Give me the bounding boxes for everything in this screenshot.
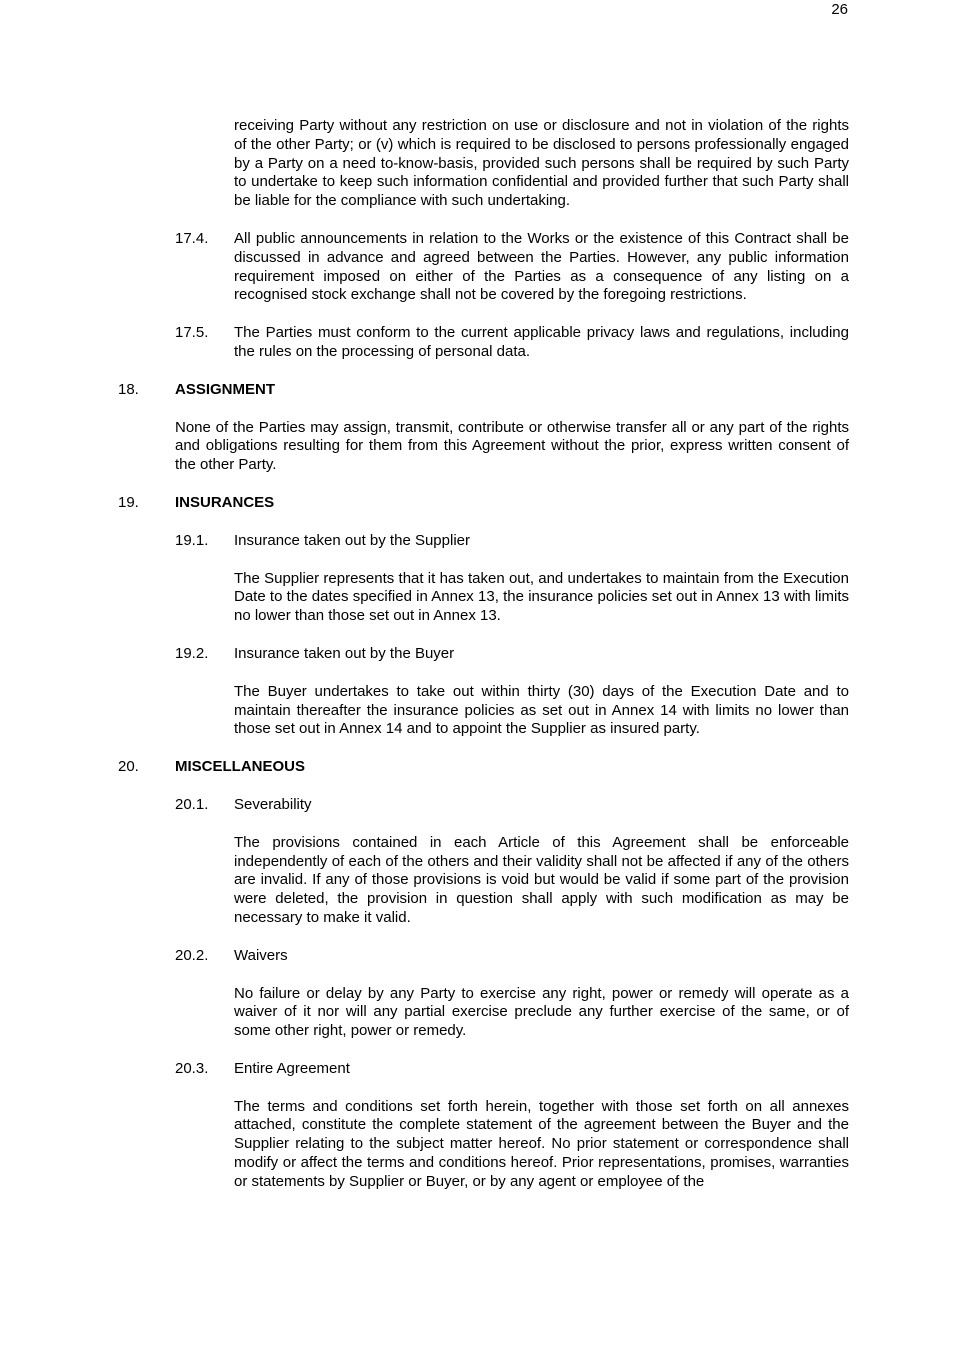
clause-number: 17.5. (175, 324, 209, 342)
section-number: 19. (118, 493, 139, 511)
clause-title: Waivers (234, 946, 288, 964)
clause-17-4 (118, 230, 849, 305)
clause-17-5 (118, 324, 849, 362)
section-title: INSURANCES (175, 493, 275, 511)
section-19-heading (118, 494, 849, 513)
clause-number: 17.4. (175, 229, 209, 247)
clause-20-3-text: The terms and conditions set forth herein, together with those set forth on all annexes attached, constitute the complete statement of the agreement between the Buyer and the Supplier relating to the subject matter hereof. No prior statement or correspondence shall modify or affect the terms and conditions hereof. Prior representations, promises, warranties or statements by Supplier or Buyer, or by any agent or employee of the (234, 1097, 849, 1190)
clause-title: Severability (234, 795, 312, 813)
clause-number: 20.3. (175, 1059, 209, 1077)
clause-19-2-heading (118, 645, 849, 664)
section-20-heading (118, 758, 849, 777)
clause-number: 20.2. (175, 946, 209, 964)
clause-19-1-text: The Supplier represents that it has taken out, and undertakes to maintain from the Execution Date to the dates specified in Annex 13, the insurance policies set out in Annex 13 with limits no lower than those set out in Annex 13. (234, 569, 849, 625)
clause-number: 19.2. (175, 644, 209, 662)
section-title: MISCELLANEOUS (175, 758, 306, 776)
document-body (118, 117, 849, 1192)
section-18-text: None of the Parties may assign, transmit, contribute or otherwise transfer all or any part of the rights and obligations resulting for them from this Agreement without the prior, express written consent of the other Party. (175, 418, 849, 474)
clause-17-3-continuation: receiving Party without any restriction on use or disclosure and not in violation of the rights of the other Party; or (v) which is required to be disclosed to persons professionally engaged by a Party on a need to-know-basis, provided such persons shall be required by such Party to undertake to keep such information confidential and provided further that such Party shall be liable for the compliance with such undertaking. (234, 117, 849, 210)
clause-text: The Parties must conform to the current applicable privacy laws and regulations, including the rules on the processing of personal data. (234, 324, 849, 360)
section-18-heading (118, 381, 849, 400)
clause-title: Insurance taken out by the Buyer (234, 644, 455, 662)
clause-19-1-heading (118, 532, 849, 551)
clause-20-1-text: The provisions contained in each Article of this Agreement shall be enforceable independently of each of the others and their validity shall not be affected if any of the others are invalid. If any of those provisions is void but would be valid if some part of the provision were deleted, the provision in question shall apply with such modification as may be necessary to make it valid. (234, 833, 849, 926)
clause-number: 20.1. (175, 795, 209, 813)
clause-number: 19.1. (175, 531, 209, 549)
clause-19-2-text: The Buyer undertakes to take out within thirty (30) days of the Execution Date and to maintain thereafter the insurance policies as set out in Annex 14 with limits no lower than those set out in Annex 14 and to appoint the Supplier as insured party. (234, 682, 849, 738)
page-number: 26 (831, 1, 848, 18)
section-number: 18. (118, 380, 139, 398)
clause-20-1-heading (118, 796, 849, 815)
clause-20-3-heading (118, 1060, 849, 1079)
clause-20-2-text: No failure or delay by any Party to exercise any right, power or remedy will operate as a waiver of it nor will any partial exercise preclude any further exercise of the same, or of some other right, power or remedy. (234, 984, 849, 1040)
clause-text: All public announcements in relation to the Works or the existence of this Contract shall be discussed in advance and agreed between the Parties. However, any public information requirement imposed on either of the Parties as a consequence of any listing on a recognised stock exchange shall not be covered by the foregoing restrictions. (234, 229, 849, 304)
clause-20-2-heading (118, 947, 849, 966)
clause-title: Insurance taken out by the Supplier (234, 531, 470, 549)
clause-title: Entire Agreement (234, 1059, 350, 1077)
section-number: 20. (118, 758, 139, 776)
section-title: ASSIGNMENT (175, 380, 276, 398)
